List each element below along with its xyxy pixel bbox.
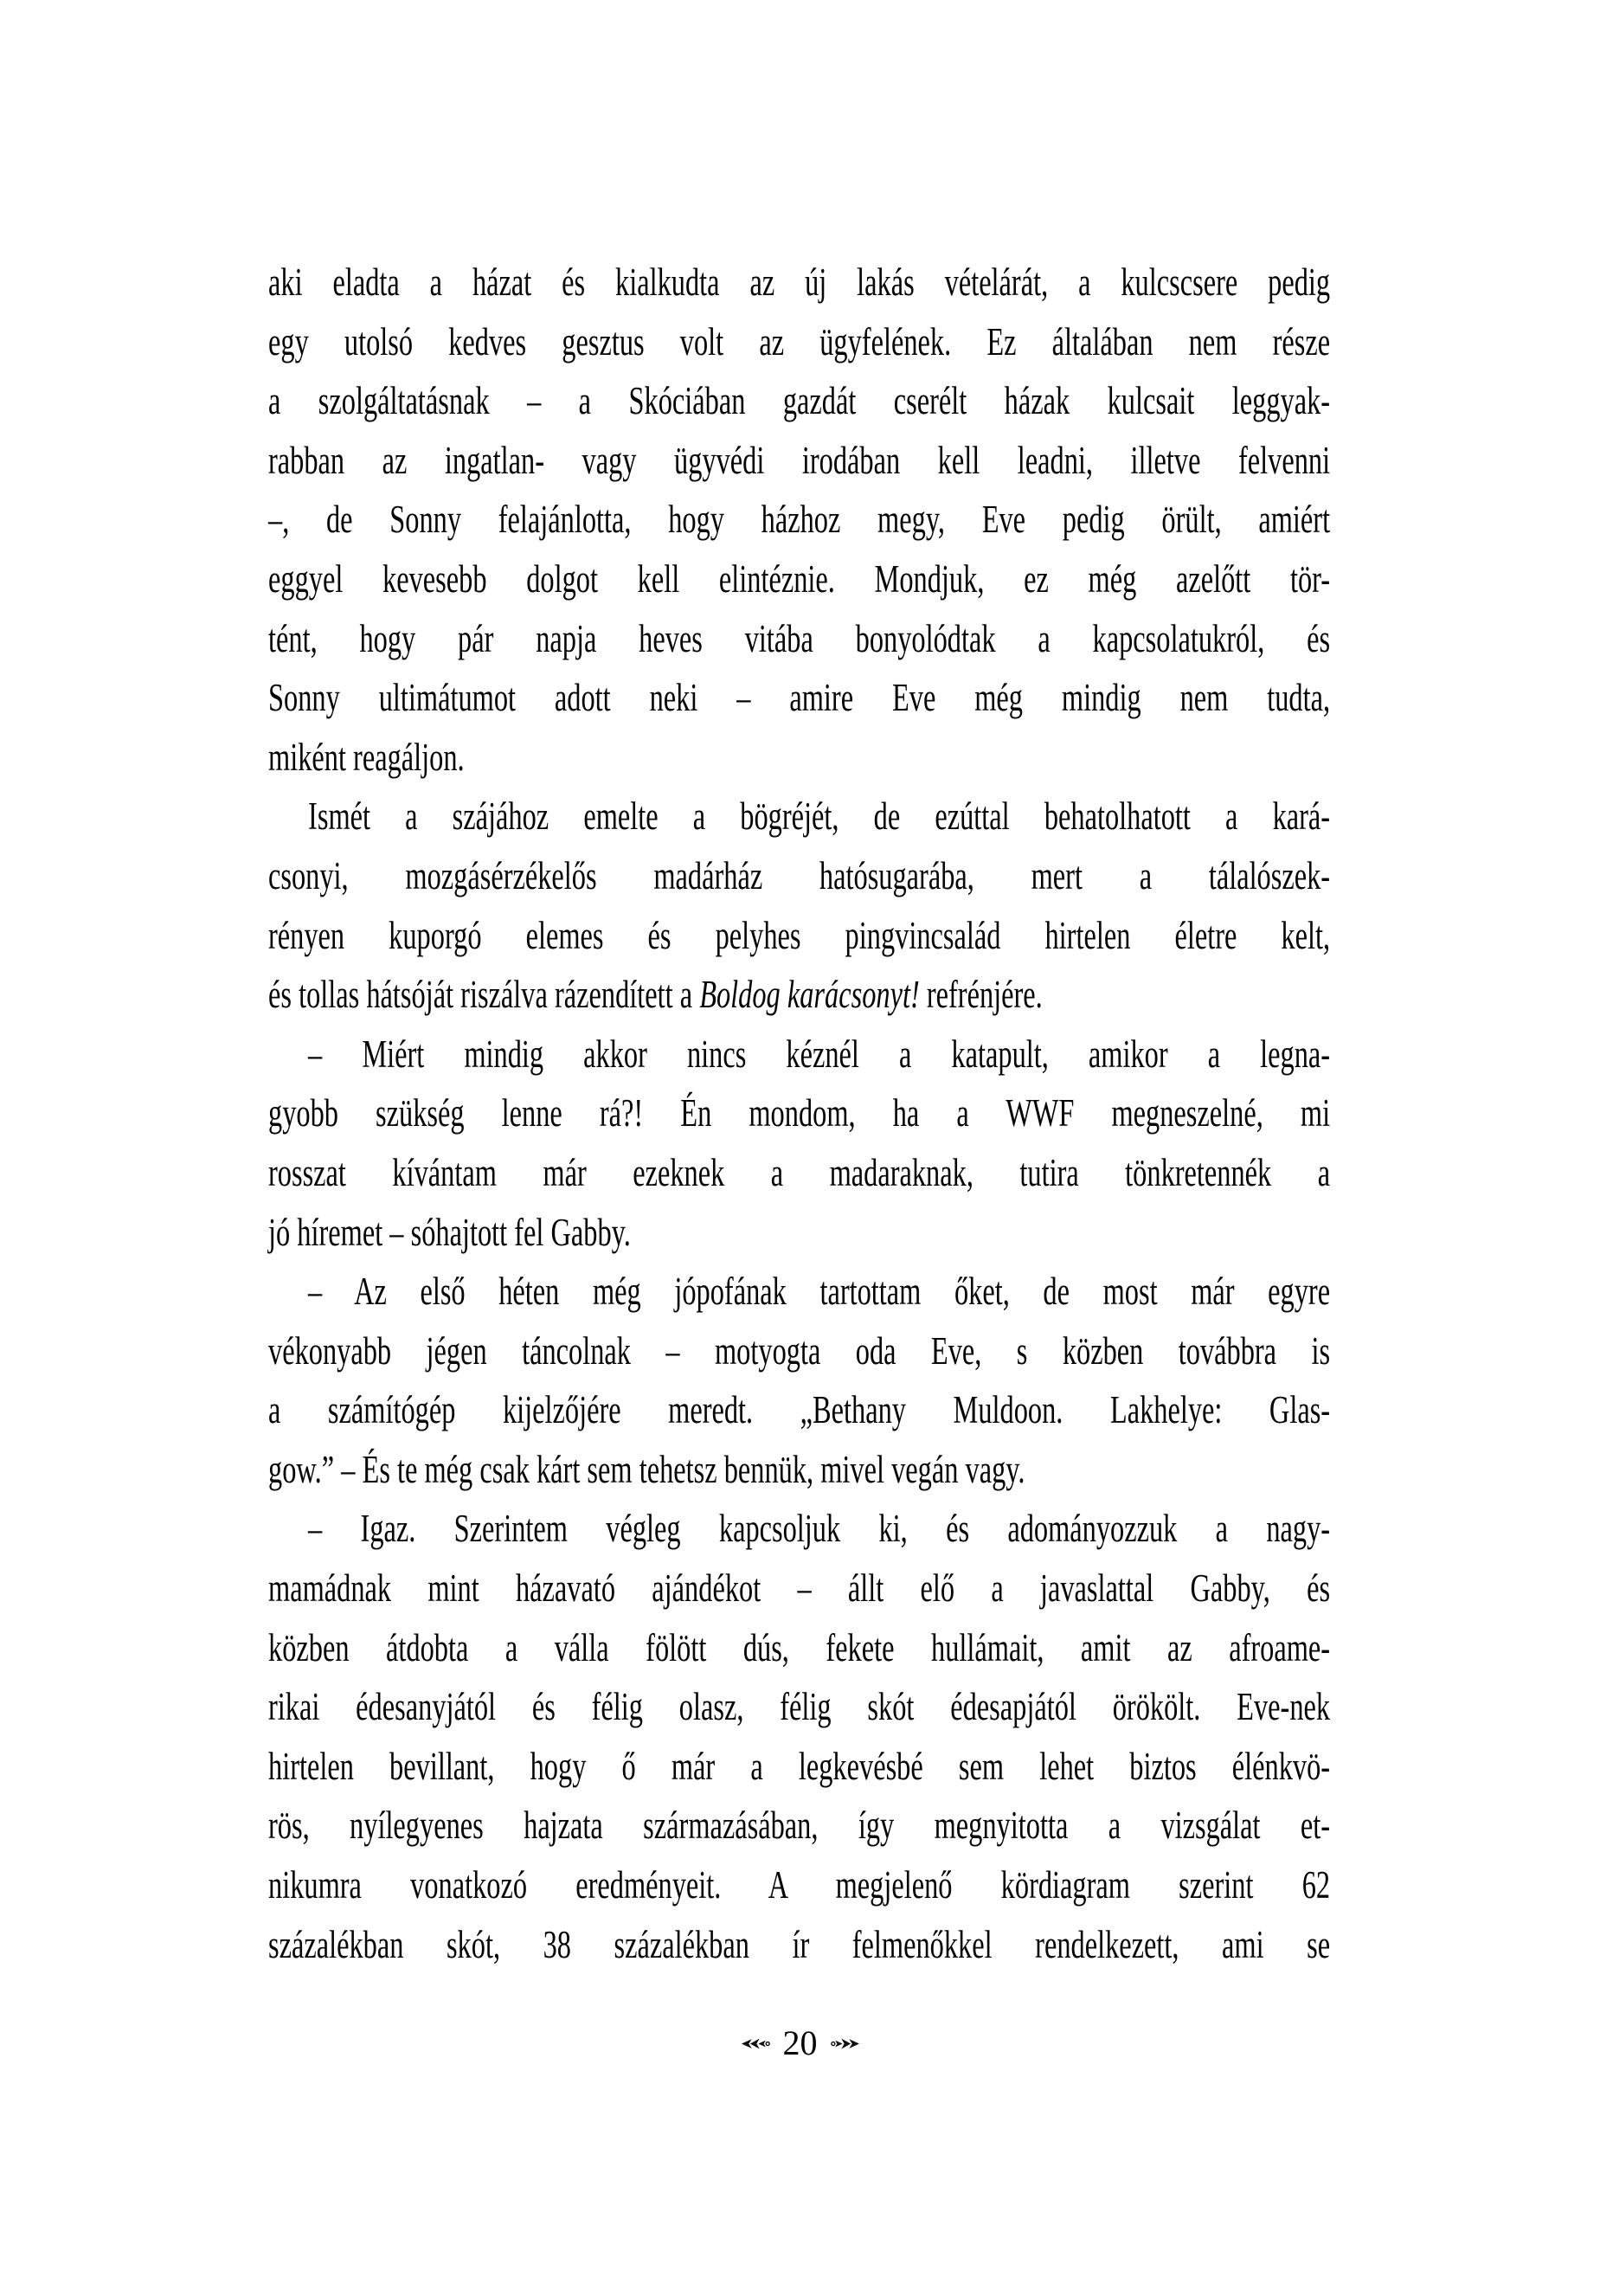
- text-line: egy utolsó kedves gesztus volt az ügyfelének. Ez általában nem része: [268, 319, 1331, 363]
- page-number: 20: [782, 2023, 818, 2062]
- text-line: – Igaz. Szerintem végleg kapcsoljuk ki, és adományozzuk a nagy-: [308, 1507, 1331, 1551]
- text-line: rényen kuporgó elemes és pelyhes pingvincsalád hirtelen életre kelt,: [268, 913, 1331, 957]
- fleuron-right-icon: [831, 2036, 860, 2051]
- text-line: tént, hogy pár napja heves vitába bonyolódtak a kapcsolatukról, és: [268, 616, 1331, 660]
- text-line: rös, nyílegyenes hajzata származásában, így megnyitotta a vizsgálat et-: [268, 1804, 1331, 1848]
- text-line: – Miért mindig akkor nincs kéznél a katapult, amikor a legna-: [308, 1032, 1331, 1076]
- text-line: rikai édesanyjától és félig olasz, félig skót édesapjától örökölt. Eve-nek: [268, 1685, 1331, 1729]
- page-footer: [0, 2023, 1600, 2063]
- text-line: hirtelen bevillant, hogy ő már a legkevésbé sem lehet biztos élénkvö-: [268, 1744, 1331, 1788]
- text-line: százalékban skót, 38 százalékban ír felmenőkkel rendelkezett, ami se: [268, 1922, 1331, 1966]
- text-line: gyobb szükség lenne rá?! Én mondom, ha a WWF megneszelné, mi: [268, 1091, 1331, 1135]
- text-column: [268, 253, 1330, 1974]
- text-segment: és tollas hátsóját riszálva rázendített a: [268, 973, 700, 1017]
- text-line: rabban az ingatlan- vagy ügyvédi irodában kell leadni, illetve felvenni: [268, 438, 1331, 482]
- text-line: Ismét a szájához emelte a bögréjét, de ezúttal behatolhatott a kará-: [308, 794, 1331, 839]
- fleuron-left-icon: [741, 2036, 770, 2051]
- text-line: [268, 965, 1330, 1025]
- text-line: Sonny ultimátumot adott neki – amire Eve még mindig nem tudta,: [268, 676, 1331, 720]
- text-line: a szolgáltatásnak – a Skóciában gazdát cserélt házak kulcsait leggyak-: [268, 379, 1331, 423]
- text-line: rosszat kívántam már ezeknek a madaraknak, tutira tönkretennék a: [268, 1150, 1331, 1194]
- text-line: aki eladta a házat és kialkudta az új lakás vételárát, a kulcscsere pedig: [268, 260, 1331, 304]
- text-line: nikumra vonatkozó eredményeit. A megjelenő kördiagram szerint 62: [268, 1863, 1331, 1907]
- text-line: mamádnak mint házavató ajándékot – állt elő a javaslattal Gabby, és: [268, 1566, 1331, 1611]
- text-line: miként reagáljon.: [268, 735, 465, 779]
- text-segment: refrénjére.: [919, 973, 1043, 1017]
- text-line: gow.” – És te még csak kárt sem tehetsz bennük, mivel vegán vagy.: [268, 1447, 1025, 1491]
- text-line: a számítógép kijelzőjére meredt. „Bethany Muldoon. Lakhelye: Glas-: [268, 1388, 1331, 1432]
- text-line: csonyi, mozgásérzékelős madárház hatósugarába, mert a tálalószek-: [268, 853, 1331, 897]
- text-line: –, de Sonny felajánlotta, hogy házhoz megy, Eve pedig örült, amiért: [268, 498, 1331, 542]
- text-line: közben átdobta a válla fölött dús, fekete hullámait, amit az afroame-: [268, 1625, 1331, 1669]
- song-title-italic: Boldog karácsonyt!: [699, 973, 920, 1017]
- text-line: – Az első héten még jópofának tartottam őket, de most már egyre: [308, 1270, 1331, 1314]
- text-line: eggyel kevesebb dolgot kell elintéznie. Mondjuk, ez még azelőtt tör-: [268, 556, 1331, 601]
- text-line: jó híremet – sóhajtott fel Gabby.: [268, 1210, 631, 1254]
- text-line: vékonyabb jégen táncolnak – motyogta oda Eve, s közben továbbra is: [268, 1328, 1331, 1373]
